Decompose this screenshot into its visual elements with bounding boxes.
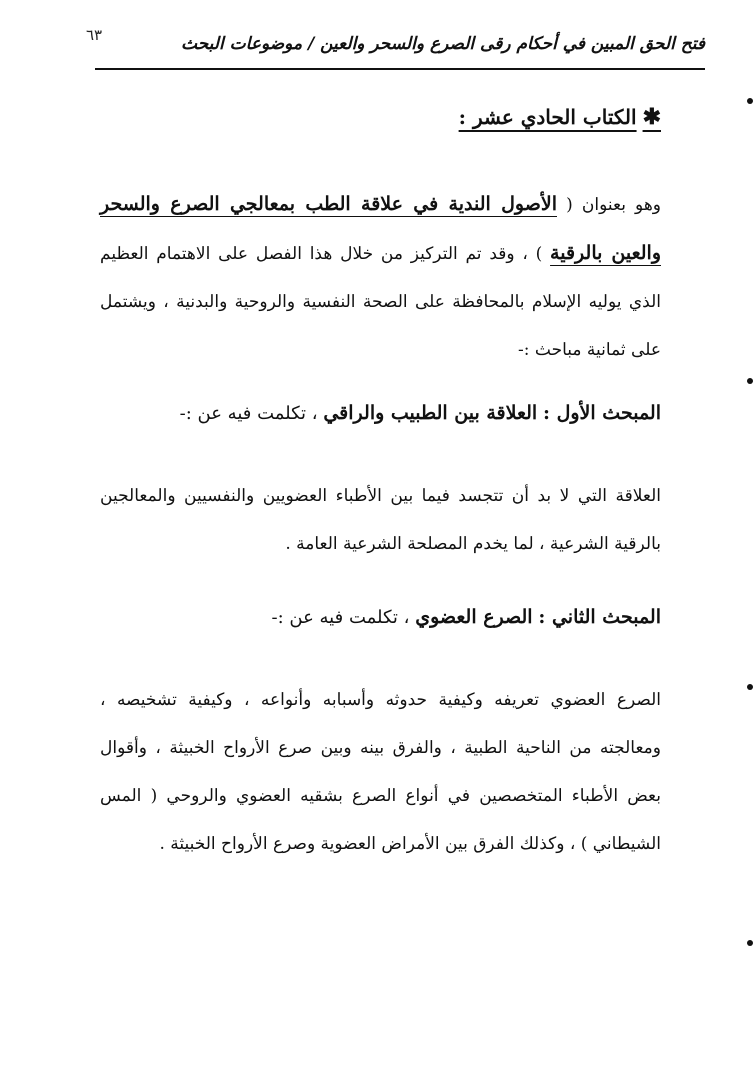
chapter-heading-text: الكتاب الحادي عشر : — [458, 105, 637, 129]
section-heading — [180, 402, 661, 424]
binding-dot — [747, 378, 753, 384]
section-body: العلاقة التي لا بد أن تتجسد فيما بين الأطباء العضويين والنفسيين والمعالجين بالرقية الشرعية ، لما يخدم المصلحة الشرعية العامة . — [100, 486, 661, 554]
chapter-heading — [459, 104, 661, 130]
binding-dot — [747, 684, 753, 690]
book-title: الأصول الندية في علاقة الطب بمعالجي الصرع والسحر والعين بالرقية — [100, 193, 661, 264]
running-header: فتح الحق المبين في أحكام رقى الصرع والسحر والعين / موضوعات البحث — [181, 34, 705, 54]
section-label: المبحث الثاني : — [538, 606, 661, 628]
section-heading — [272, 606, 662, 628]
binding-dot — [747, 940, 753, 946]
section-label: المبحث الأول : — [542, 402, 661, 424]
intro-rest: ) ، وقد تم التركيز من خلال هذا الفصل على الاهتمام العظيم الذي يوليه الإسلام بالمحافظة على الصحة النفسية والروحية والبدنية ، ويشتمل على ثمانية مباحث :- — [100, 244, 661, 360]
section-suffix: ، تكلمت فيه عن :- — [271, 607, 410, 628]
star-icon: ✱ — [642, 104, 661, 130]
section-title: الصرع العضوي — [415, 606, 533, 628]
header-rule — [95, 68, 705, 70]
page-number: ٦٣ — [86, 26, 103, 44]
intro-paragraph — [100, 180, 661, 374]
binding-dot — [747, 98, 753, 104]
section-suffix: ، تكلمت فيه عن :- — [179, 403, 318, 424]
intro-lead: وهو بعنوان ( — [566, 195, 661, 215]
section-body: الصرع العضوي تعريفه وكيفية حدوثه وأسبابه وأنواعه ، وكيفية تشخيصه ، ومعالجته من الناحية الطبية ، والفرق بينه وبين صرع الأرواح الخبيثة ، وأقوال بعض الأطباء المتخصصين في أنواع الصرع بشقيه العضوي والروحي ( المس الشيطاني ) ، وكذلك الفرق بين الأمراض العضوية وصرع الأرواح الخبيثة . — [100, 690, 661, 854]
section-title: العلاقة بين الطبيب والراقي — [323, 402, 538, 424]
